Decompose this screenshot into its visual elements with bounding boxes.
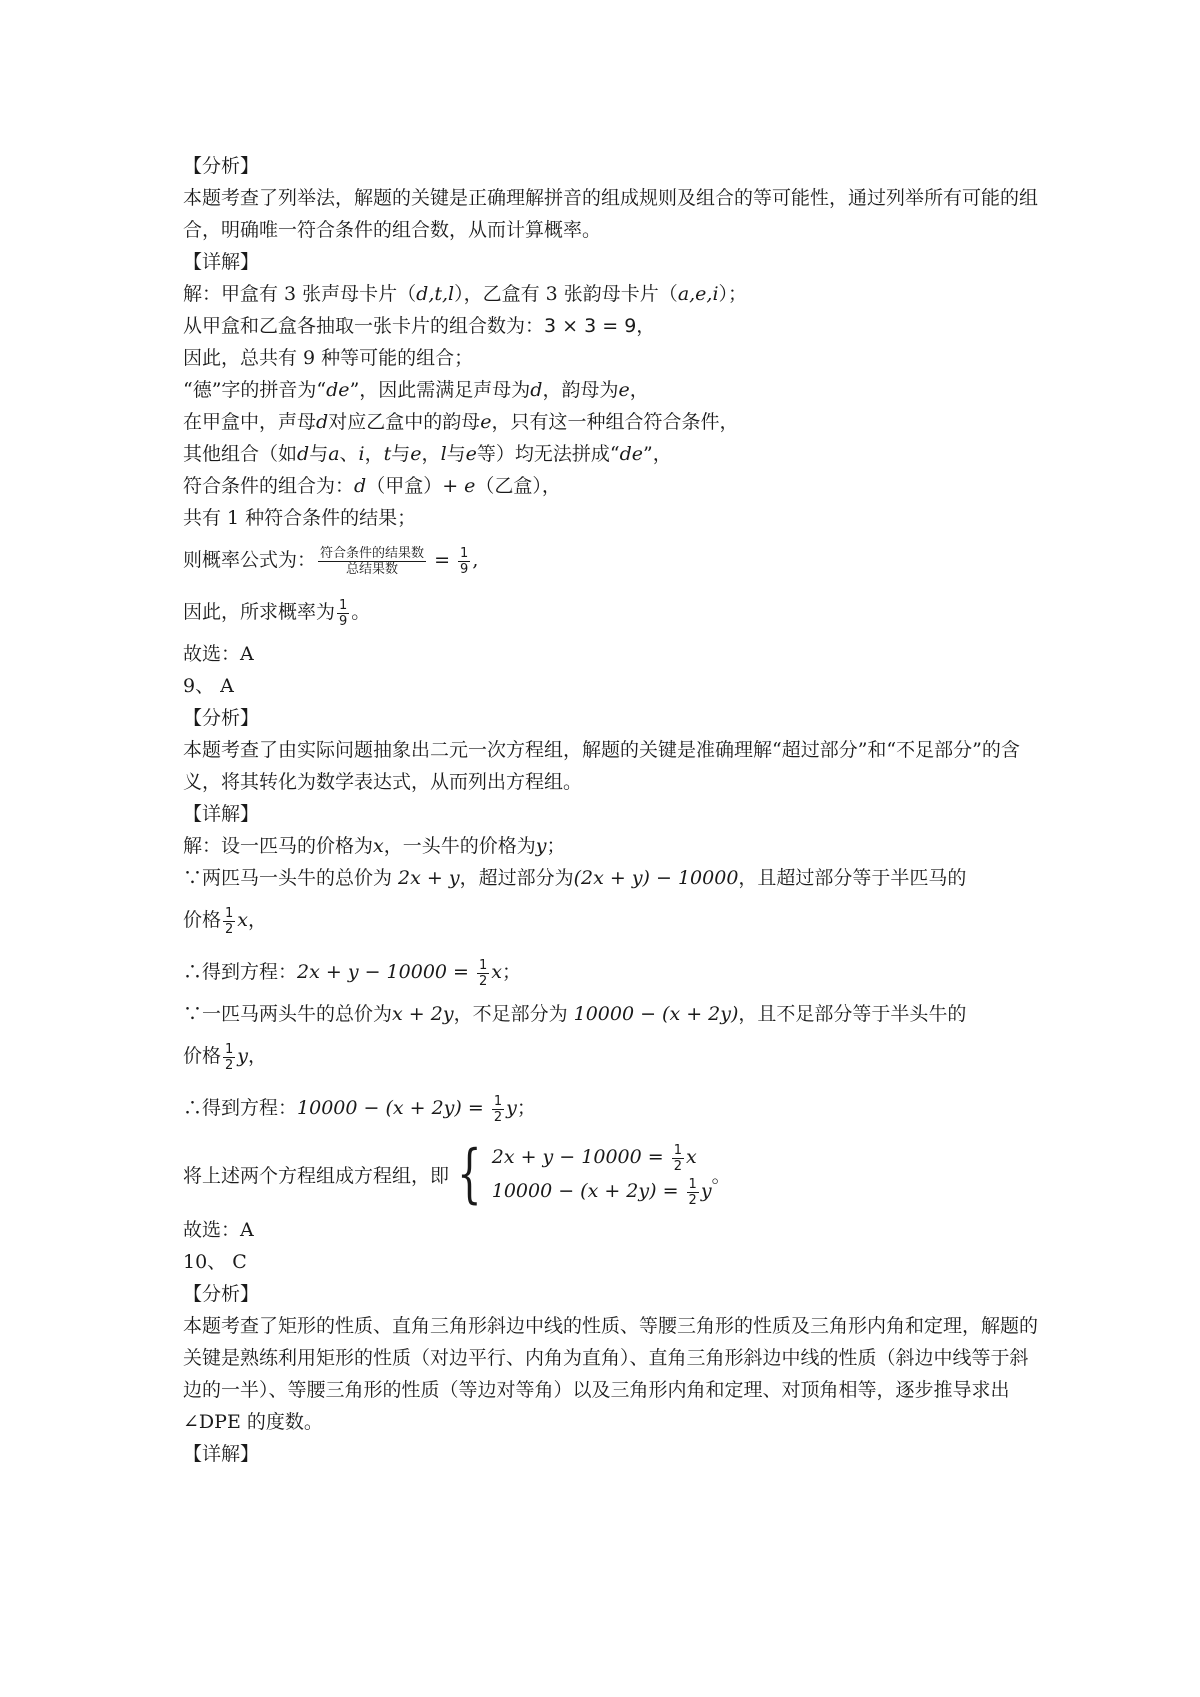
q8-line-4: “德”字的拼音为“de”，因此需满足声母为d，韵母为e， bbox=[183, 379, 649, 401]
q9-line-3: 价格 $\frac{1}{2}$ x， bbox=[183, 905, 268, 937]
q8-detail-heading: 【详解】 bbox=[183, 251, 260, 273]
q10-header: 10、 C bbox=[183, 1251, 247, 1273]
system-row-1: 2x + y − 10000 = $\frac{1}{2}$ x bbox=[491, 1142, 697, 1174]
fraction: $\frac{1}{2}$ bbox=[673, 1142, 682, 1174]
q8-line-3: 因此，总共有 9 种等可能的组合； bbox=[183, 347, 474, 369]
system-row-2: 10000 − (x + 2y) = $\frac{1}{2}$ y bbox=[491, 1176, 712, 1208]
q9-line-6: 价格 $\frac{1}{2}$ y， bbox=[183, 1041, 268, 1073]
q10-detail-heading: 【详解】 bbox=[183, 1443, 260, 1465]
q8-line-1: 解：甲盒有 3 张声母卡片（d,t,l），乙盒有 3 张韵母卡片（a,e,i）； bbox=[183, 283, 748, 305]
q8-result: 因此，所求概率为 $\frac{1}{9}$ 。 bbox=[183, 597, 371, 629]
q9-analysis-heading: 【分析】 bbox=[183, 707, 260, 729]
q8-answer: 故选：A bbox=[183, 643, 254, 665]
q8-line-5: 在甲盒中，声母d对应乙盒中的韵母e，只有这一种组合符合条件， bbox=[183, 411, 739, 433]
q8-line-2: 从甲盒和乙盒各抽取一张卡片的组合数为：3 × 3 = 9， bbox=[183, 315, 656, 337]
fraction: $\frac{1}{9}$ bbox=[339, 597, 348, 629]
q9-equation-2: ∴得到方程：10000 − (x + 2y) = $\frac{1}{2}$ y； bbox=[183, 1093, 536, 1125]
q9-line-1: 解：设一匹马的价格为x，一头牛的价格为y； bbox=[183, 835, 566, 857]
q10-analysis-heading: 【分析】 bbox=[183, 1283, 260, 1305]
q9-answer: 故选：A bbox=[183, 1219, 254, 1241]
document-content bbox=[183, 150, 1043, 1470]
q8-line-6: 其他组合（如d与a、i，t与e，l与e等）均无法拼成“de”， bbox=[183, 443, 672, 465]
fraction: $\frac{1}{2}$ bbox=[688, 1176, 697, 1208]
q9-line-5: ∵一匹马两头牛的总价为x + 2y，不足部分为 10000 − (x + 2y)，且不足部分等于半头牛的 bbox=[183, 1003, 967, 1025]
q8-analysis-heading: 【分析】 bbox=[183, 155, 260, 177]
q9-line-2: ∵两匹马一头牛的总价为 2x + y，超过部分为(2x + y) − 10000，且超过部分等于半匹马的 bbox=[183, 867, 967, 889]
q8-probability-formula: 则概率公式为： $\frac{\text{符合条件的结果数}}{\text{总结果数}}$ = $\frac{1}{9}$ , bbox=[183, 545, 479, 577]
q9-equation-1: ∴得到方程：2x + y − 10000 = $\frac{1}{2}$ x； bbox=[183, 957, 522, 989]
q8-line-8: 共有 1 种符合条件的结果； bbox=[183, 507, 417, 529]
q9-analysis-text: 本题考查了由实际问题抽象出二元一次方程组，解题的关键是准确理解“超过部分”和“不足部分”的含义，将其转化为数学表达式，从而列出方程组。 bbox=[183, 739, 1020, 793]
equation-system bbox=[449, 1137, 712, 1211]
brace-symbol: { bbox=[457, 1137, 482, 1211]
fraction: $\frac{1}{2}$ bbox=[225, 1041, 234, 1073]
fraction: $\frac{\text{符合条件的结果数}}{\text{总结果数}}$ bbox=[320, 545, 425, 577]
q8-analysis-text: 本题考查了列举法，解题的关键是正确理解拼音的组成规则及组合的等可能性，通过列举所有可能的组合，明确唯一符合条件的组合数，从而计算概率。 bbox=[183, 187, 1039, 241]
q9-equation-system: 将上述两个方程组成方程组，即 { 2x + y − 10000 = $\frac{1}{2}$ x 10000 − (x + 2y) = $\frac{1}{2}$ y 。 bbox=[183, 1137, 731, 1211]
q9-detail-heading: 【详解】 bbox=[183, 803, 260, 825]
fraction: $\frac{1}{9}$ bbox=[460, 545, 469, 577]
fraction: $\frac{1}{2}$ bbox=[225, 905, 234, 937]
fraction: $\frac{1}{2}$ bbox=[479, 957, 488, 989]
q9-header: 9、 A bbox=[183, 675, 234, 697]
q10-analysis-text: 本题考查了矩形的性质、直角三角形斜边中线的性质、等腰三角形的性质及三角形内角和定理，解题的关键是熟练利用矩形的性质（对边平行、内角为直角）、直角三角形斜边中线的性质（斜边中线等于斜边的一半）、等腰三角形的性质（等边对等角）以及三角形内角和定理、对顶角相等，逐步推导求出∠DPE 的度数。 bbox=[183, 1315, 1039, 1433]
q8-line-7: 符合条件的组合为：d（甲盒）+ e（乙盒）， bbox=[183, 475, 561, 497]
fraction: $\frac{1}{2}$ bbox=[493, 1093, 503, 1125]
